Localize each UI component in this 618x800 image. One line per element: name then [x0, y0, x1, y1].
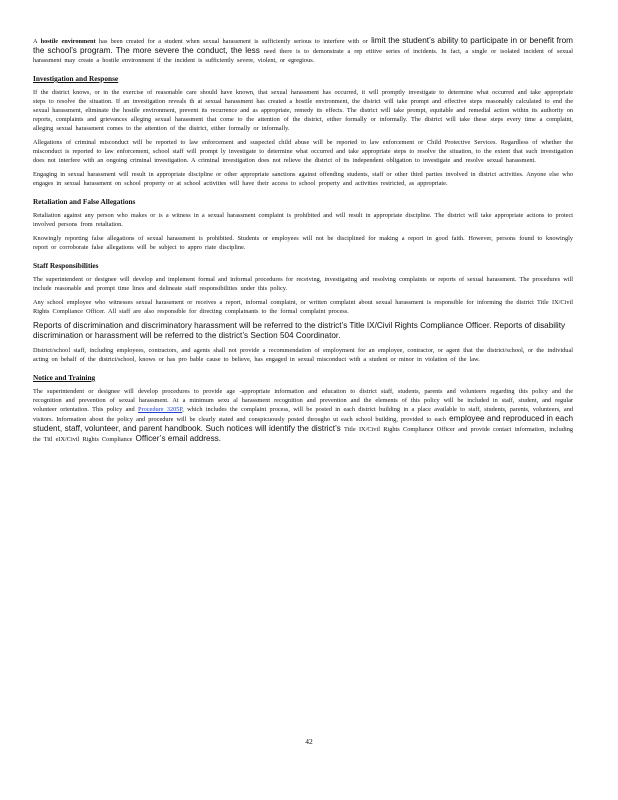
intro-article: A [33, 38, 38, 45]
investigation-heading: Investigation and Response [33, 74, 119, 83]
staff-paragraph-3: District/school staff, including employees, contractors, and agents shall not provide a recommendation of employment for an employee, contractor, or agent that the district/school, or the individual acting on behalf of the district/school, knows or has pro bable cause to believe, has engaged in sexual misconduct with a student or minor in violation of the law. [33, 347, 573, 363]
staff-paragraph-2: Any school employee who witnesses sexual harassment or receives a report, informal complaint, or written complaint about sexual harassment is responsible for informing the district Title IX/Civil Rights Compliance Officer. All staff are also responsible for directing complainants to the formal complaint process. [33, 299, 573, 315]
notice-heading: Notice and Training [33, 373, 96, 382]
intro-text-2: need there is to demonstrate a rep etitive series of incidents. In fact, a single or isolated incident of sexual harassment may create a hostile environment if the incident is sufficiently severe, violent, or egregious. [33, 48, 573, 64]
notice-large-line-2: Officer’s email address. [135, 434, 222, 443]
notice-paragraph [33, 387, 573, 444]
investigation-paragraph-2: Allegations of criminal misconduct will be reported to law enforcement and suspected child abuse will be reported to law enforcement or Child Protective Services. Regardless of whether the misconduct is reported to law enforcement, school staff will prompt ly investigate to determine what occurred and take appropriate steps to resolve the situation, to the extent that such investigation does not interfere with an ongoing criminal investigation. A criminal investigation does not relieve the district of its independent obligation to investigate and resolve sexual harassment. [33, 139, 573, 164]
intro-paragraph [33, 36, 573, 65]
notice-large-line-1: employee and reproduced in each student, staff, volunteer, and parent handbook. Such notices will identify the district’s [33, 414, 574, 433]
notice-text-3: Title IX/Civil Rights Compliance Officer and provide contact information, including the Titl eIX/Civil Rights Compliance [33, 426, 574, 443]
notice-text-2: , which includes the complaint process, will be posted in each district building in a place available to staff, students, parents, volunteers, and visitors. Information about the policy and procedure will be clearly stated and conspicuously posted througho ut each school building, provided to each [33, 406, 574, 423]
notice-text-1: The superintendent or designee will develop procedures to provide age -appropriate information and education to district staff, students, parents and volunteers regarding this policy and the recognition and prevention of sexual harassment. At a minimum sexu al harassment recognition and prevention and the elements of this policy will be included in staff, student, and regular volunteer orientation. This policy and [33, 388, 573, 413]
staff-referral-statement: Reports of discrimination and discriminatory harassment will be referred to the district’s Title IX/Civil Rights Compliance Officer. Reports of disability discrimination or harassment will be referred to the district’s Section 504 Coordinator. [33, 321, 566, 340]
retaliation-paragraph-1: Retaliation against any person who makes or is a witness in a sexual harassment complaint is prohibited and will result in appropriate discipline. The district will take appropriate actions to protect involved persons from retaliation. [33, 212, 573, 228]
intro-large-line: limit the student’s ability to participate in or benefit from the school’s program. The more severe the conduct, the less [33, 36, 573, 55]
retaliation-heading: Retaliation and False Allegations [33, 197, 136, 206]
intro-text-1: has been created for a student when sexual harassment is sufficiently serious to interfere with or [99, 38, 368, 45]
retaliation-paragraph-2: Knowingly reporting false allegations of sexual harassment is prohibited. Students or employees will not be disciplined for making a report in good faith. However, persons found to knowingly report or corroborate false allegations will be subject to appro riate discipline. [33, 235, 573, 251]
investigation-paragraph-1: If the district knows, or in the exercise of reasonable care should have known, that sexual harassment has occurred, it will promptly investigate to determine what occurred and take appropriate steps to resolve the situation. If an investigation reveals th at sexual harassment has created a hostile environment, the district will take prompt and effective steps reasonably calculated to end the sexual harassment, eliminate the hostile environment, prevent its recurrence and as appropriate, remedy its effects. The district will take prompt, equitable and remedial action within its authority on reports, complaints and grievances alleging sexual harassment that come to the attention of the district, either formally or informally. The district will take these steps every time a complaint, alleging sexual harassment comes to the attention of the district, either formally or informally. [33, 89, 573, 132]
procedure-link[interactable]: Procedure 3205P [138, 406, 183, 413]
investigation-paragraph-3: Engaging in sexual harassment will result in appropriate discipline or other appropriate sanctions against offending students, staff or other third parties involved in district activities. Anyone else who engages in sexual harassment on school property or at school activities will have their access to school property and activities restricted, as appropriate. [33, 171, 573, 187]
page-number: 42 [305, 737, 313, 746]
document-page [33, 36, 573, 449]
staff-paragraph-1: The superintendent or designee will develop and implement formal and informal procedures for receiving, investigating and resolving complaints or reports of sexual harassment. The procedures will include reasonable and prompt time lines and delineate staff responsibilities under this policy. [33, 276, 573, 292]
hostile-environment-term: hostile environment [40, 38, 96, 45]
staff-heading: Staff Responsibilities [33, 261, 99, 270]
